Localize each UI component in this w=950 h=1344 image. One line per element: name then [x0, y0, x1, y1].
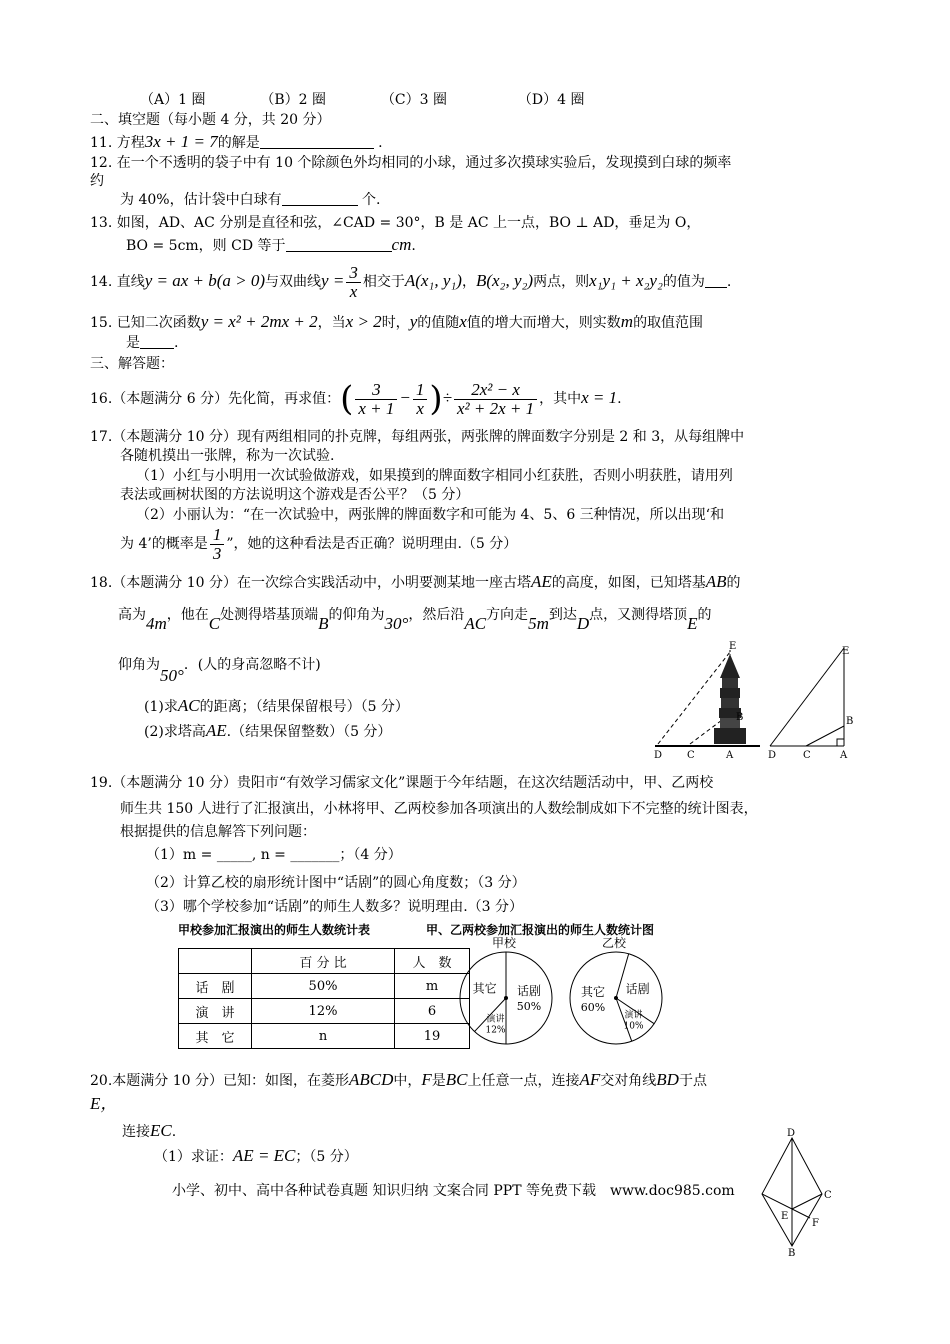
pie-slice-label: 话剧: [516, 984, 542, 998]
question-17-line2: 各随机摸出一张牌，称为一次试验.: [120, 448, 335, 464]
question-15-line2: 是 .: [126, 335, 179, 351]
pie-slice-label: 其它: [472, 981, 497, 996]
stats-table: [178, 948, 470, 1049]
label-b: B: [736, 712, 744, 723]
question-14: 14. 直线y = ax + b(a > 0)与双曲线y = $\frac{3}{x}$ 相交于A(x₁, y₁)，B(x₂, y₂)两点，则x₁y₁ + x₂y₂的值为 .: [90, 262, 732, 301]
question-15-line1: 15. 已知二次函数y = x² + 2mx + 2，当x > 2时，y的值随x值的增大而增大，则实数m的取值范围: [90, 312, 704, 331]
pie-slice-percent: 60%: [580, 1000, 606, 1014]
pie-slice-percent: 50%: [516, 1000, 542, 1013]
question-12-line3: 为 40%，估计袋中白球有 个.: [120, 192, 381, 208]
label-e: E: [781, 1211, 789, 1222]
label-c: C: [687, 750, 695, 761]
pie-title: 甲校: [492, 936, 517, 950]
pie-jia: [460, 936, 552, 1044]
question-19-part3: （3）哪个学校参加“话剧”的师生人数多？说明理由.（3 分）: [146, 899, 524, 915]
section-2-heading: 二、填空题（每小题 4 分，共 20 分）: [90, 112, 331, 128]
table-row: 话 剧 50% m: [179, 974, 470, 999]
pie-center-dot: [614, 996, 618, 1000]
label-c: C: [824, 1190, 832, 1201]
question-20-line2: E，: [90, 1094, 118, 1113]
question-16: 16.（本题满分 6 分）先化简，再求值：( $\frac{3}{x + 1}$ − $\frac{1}{x}$ )÷ $\frac{\text{2x² − x}}{\text{x² + 2x + 1}}$ ，其中x = 1.: [90, 379, 622, 419]
question-12-line1: 12. 在一个不透明的袋子中有 10 个除颜色外均相同的小球，通过多次摸球实验后，发现摸到白球的频率: [90, 155, 732, 171]
pie-charts: [450, 936, 700, 1052]
pie-slice-percent: 12%: [485, 1025, 506, 1036]
question-18-part2: (2)求塔高AE.（结果保留整数）（5 分）: [144, 721, 392, 740]
question-20-line3: 连接EC.: [122, 1121, 177, 1140]
label-b: B: [846, 716, 854, 727]
label-d: D: [654, 750, 663, 761]
answer-blank: [260, 134, 374, 149]
question-19-part1: （1）m = _____, n = _______；（4 分）: [146, 847, 402, 863]
segment-cb: [806, 726, 844, 746]
question-18-line3: 仰角为50°．(人的身高忽略不计): [118, 657, 321, 685]
label-f: F: [812, 1218, 819, 1229]
answer-blank: [140, 334, 174, 349]
question-18-line2: 高为4m，他在C处测得塔基顶端B的仰角为30°，然后沿AC方向走5m到达D点，又测得塔顶E的: [118, 607, 712, 633]
question-19-part2: （2）计算乙校的扇形统计图中“话剧”的圆心角度数；（3 分）: [146, 875, 526, 891]
label-b: B: [788, 1248, 796, 1256]
answer-blank: [282, 191, 358, 206]
option-b: （B）2 圈: [260, 92, 327, 108]
question-20-part1: （1）求证：AE = EC；（5 分）: [154, 1146, 358, 1165]
option-d: （D）4 圈: [517, 92, 585, 108]
table-title: 甲校参加汇报演出的师生人数统计表: [178, 923, 371, 937]
question-12-line2: 约: [90, 173, 104, 189]
answer-blank: [705, 273, 727, 288]
question-17-line6: 为 4’的概率是 $\frac{1}{3}$ ”，她的这种看法是否正确？说明理由.（5 分）: [120, 524, 518, 563]
option-a: （A）1 圈: [140, 92, 206, 108]
question-17-line4: 表法或画树状图的方法说明这个游戏是否公平？（5 分）: [120, 487, 470, 503]
q10-options: [140, 90, 585, 110]
q20-figure: [760, 1126, 840, 1256]
question-13-line1: 13. 如图，AD、AC 分别是直径和弦，∠CAD = 30°，B 是 AC 上一点，BO ⊥ AD，垂足为 O，: [90, 215, 701, 231]
table-row: 演 讲 12% 6: [179, 999, 470, 1024]
question-13-line2: BO = 5cm，则 CD 等于 cm.: [126, 235, 416, 254]
q18-figure: [650, 640, 860, 762]
label-a: A: [840, 750, 848, 761]
question-19-line1: 19.（本题满分 10 分）贵阳市“有效学习儒家文化”课题于今年结题，在这次结题活动中，甲、乙两校: [90, 775, 714, 791]
label-e: E: [729, 641, 737, 652]
question-20-line1: 20.本题满分 10 分）已知：如图，在菱形ABCD中，F是BC上任意一点，连接AF交对角线BD于点: [90, 1070, 707, 1089]
pagoda-icon: [714, 654, 746, 744]
question-18-part1: (1)求AC的距离；（结果保留根号）（5 分）: [144, 696, 409, 715]
option-c: （C）3 圈: [380, 92, 448, 108]
label-c: C: [803, 750, 811, 761]
question-18-line1: 18.（本题满分 10 分）在一次综合实践活动中，小明要测某地一座古塔AE的高度，如图，已知塔基AB的: [90, 572, 741, 591]
chart-title: 甲、乙两校参加汇报演出的师生人数统计图: [426, 923, 655, 937]
label-d: D: [787, 1128, 796, 1139]
table-header-row: 百 分 比 人 数: [179, 949, 470, 974]
pie-slice-label: 演讲: [624, 1010, 643, 1021]
pie-slice-label: 其它: [581, 984, 606, 999]
footer-text: 小学、初中、高中各种试卷真题 知识归纳 文案合同 PPT 等免费下载 www.doc985.com: [172, 1183, 735, 1199]
pie-slice-label: 话剧: [625, 982, 650, 997]
question-17-line1: 17.（本题满分 10 分）现有两组相同的扑克牌，每组两张，两张牌的牌面数字分别是 2 和 3，从每组牌中: [90, 429, 745, 445]
answer-blank: [286, 237, 392, 252]
label-a: A: [726, 750, 734, 761]
pie-center-dot: [504, 996, 508, 1000]
pie-slice-percent: 10%: [623, 1021, 644, 1032]
pie-yi: [570, 936, 662, 1044]
label-e: E: [842, 646, 850, 657]
question-17-line3: （1）小红与小明用一次试验做游戏，如果摸到的牌面数字相同小红获胜，否则小明获胜，请用列: [136, 468, 733, 484]
label-d: D: [768, 750, 777, 761]
pie-title: 乙校: [602, 936, 627, 950]
question-11: 11. 方程3x + 1 = 7的解是 .: [90, 132, 383, 151]
section-3-heading: 三、解答题：: [90, 356, 174, 372]
question-19-line2: 师生共 150 人进行了汇报演出，小林将甲、乙两校参加各项演出的人数绘制成如下不完整的统计图表，: [120, 801, 758, 817]
table-row: 其 它 n 19: [179, 1024, 470, 1049]
pie-slice-label: 演讲: [486, 1014, 505, 1025]
question-19-line3: 根据提供的信息解答下列问题：: [120, 824, 316, 840]
right-angle-mark: [837, 739, 844, 746]
question-17-line5: （2）小丽认为：“在一次试验中，两张牌的牌面数字和可能为 4、5、6 三种情况，所以出现‘和: [136, 507, 725, 523]
